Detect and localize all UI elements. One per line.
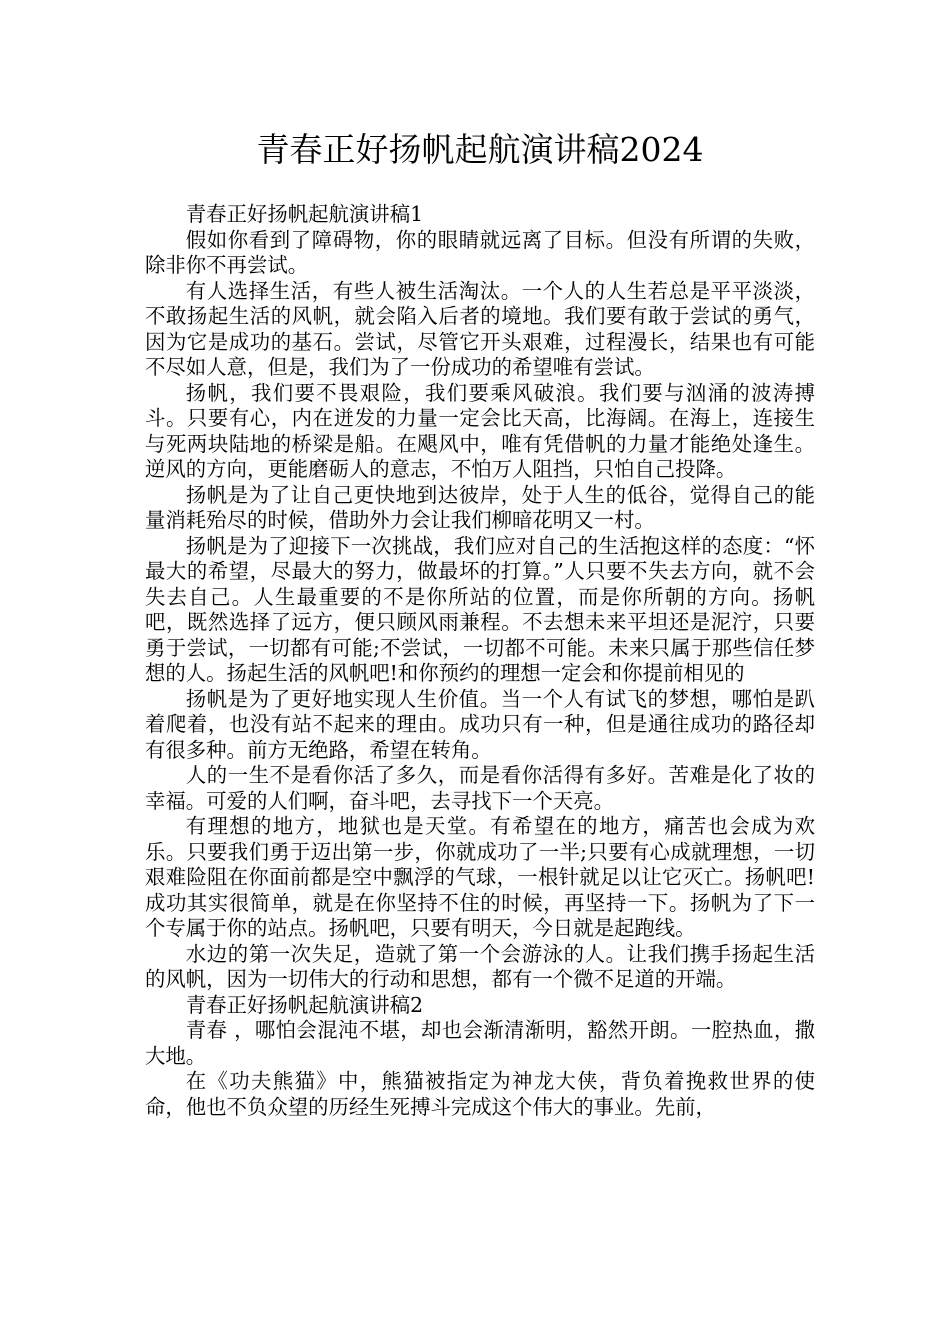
document-page	[145, 128, 815, 1120]
document-body	[145, 202, 815, 1120]
section-heading: 青春正好扬帆起航演讲稿2	[185, 992, 424, 1017]
paragraph: 扬帆，我们要不畏艰险，我们要乘风破浪。我们要与汹涌的波涛搏斗。只要有心，内在迸发的力量一定会比天高，比海阔。在海上，连接生与死两块陆地的桥梁是船。在飓风中，唯有凭借帆的力量才能绝处逢生。逆风的方向，更能磨砺人的意志，不怕万人阻挡，只怕自己投降。	[145, 380, 815, 481]
paragraph: 在《功夫熊猫》中，熊猫被指定为神龙大侠，背负着挽救世界的使命，他也不负众望的历经生死搏斗完成这个伟大的事业。先前，	[145, 1069, 815, 1119]
section-heading: 青春正好扬帆起航演讲稿1	[185, 202, 424, 226]
document-title: 青春正好扬帆起航演讲稿2024	[256, 130, 704, 169]
paragraph: 扬帆是为了让自己更快地到达彼岸，处于人生的低谷，觉得自己的能量消耗殆尽的时候，借助外力会让我们柳暗花明又一村。	[145, 482, 815, 532]
paragraph: 有理想的地方，地狱也是天堂。有希望在的地方，痛苦也会成为欢乐。只要我们勇于迈出第一步，你就成功了一半;只要有心成就理想，一切艰难险阻在你面前都是空中飘浮的气球，一根针就足以让它灭亡。扬帆吧!成功其实很简单，就是在你坚持不住的时候，再坚持一下。扬帆为了下一个专属于你的站点。扬帆吧，只要有明天，今日就是起跑线。	[145, 814, 815, 940]
paragraph: 扬帆是为了迎接下一次挑战，我们应对自己的生活抱这样的态度：“怀最大的希望，尽最大的努力，做最坏的打算。”人只要不失去方向，就不会失去自己。人生最重要的不是你所站的位置，而是你所朝的方向。扬帆吧，既然选择了远方，便只顾风雨兼程。不去想未来平坦还是泥泞，只要勇于尝试，一切都有可能;不尝试，一切都不可能。未来只属于那些信任梦想的人。扬起生活的风帆吧!和你预约的理想一定会和你提前相见的	[145, 533, 815, 685]
paragraph: 人的一生不是看你活了多久，而是看你活得有多好。苦难是化了妆的幸福。可爱的人们啊，奋斗吧，去寻找下一个天亮。	[145, 763, 815, 813]
paragraph: 水边的第一次失足，造就了第一个会游泳的人。让我们携手扬起生活的风帆，因为一切伟大的行动和思想，都有一个微不足道的开端。	[145, 941, 815, 991]
paragraph: 假如你看到了障碍物，你的眼睛就远离了目标。但没有所谓的失败，除非你不再尝试。	[145, 227, 815, 277]
paragraph: 有人选择生活，有些人被生活淘汰。一个人的人生若总是平平淡淡，不敢扬起生活的风帆，就会陷入后者的境地。我们要有敢于尝试的勇气，因为它是成功的基石。尝试，尽管它开头艰难，过程漫长，结果也有可能不尽如人意，但是，我们为了一份成功的希望唯有尝试。	[145, 278, 815, 379]
paragraph: 青春 ，哪怕会混沌不堪，却也会渐清渐明，豁然开朗。一腔热血，撒大地。	[145, 1018, 815, 1068]
paragraph: 扬帆是为了更好地实现人生价值。当一个人有试飞的梦想，哪怕是趴着爬着，也没有站不起来的理由。成功只有一种，但是通往成功的路径却有很多种。前方无绝路，希望在转角。	[145, 686, 815, 762]
